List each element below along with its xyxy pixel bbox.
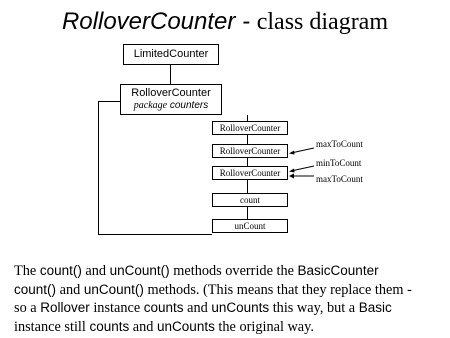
paragraph-segment: methods. (This means that they replace them - bbox=[143, 281, 412, 298]
bracket-bottom bbox=[98, 234, 212, 235]
bracket-vertical bbox=[98, 101, 99, 234]
title-suffix: class diagram bbox=[256, 9, 389, 35]
label-max-to-count-bottom: maxToCount bbox=[316, 174, 363, 184]
paragraph-segment: instance bbox=[89, 300, 144, 316]
paragraph-segment: counts bbox=[89, 318, 130, 334]
package-name: counters bbox=[169, 100, 209, 111]
field-box-3 bbox=[212, 166, 288, 180]
paragraph-segment: unCounts bbox=[211, 300, 270, 315]
rollover-counter-box bbox=[120, 84, 222, 115]
limited-counter-label: LimitedCounter bbox=[133, 48, 209, 60]
description-paragraph bbox=[14, 262, 444, 336]
paragraph-segment: and bbox=[81, 263, 110, 279]
paragraph-segment: and bbox=[129, 318, 158, 335]
rollover-counter-package bbox=[121, 100, 221, 112]
paragraph-segment: this way, but a bbox=[269, 300, 359, 316]
field-box-2 bbox=[212, 144, 288, 158]
title-class-name: RolloverCounter - bbox=[61, 8, 257, 35]
paragraph-line-2 bbox=[14, 281, 444, 300]
paragraph-segment: and bbox=[56, 281, 84, 298]
connector-limited-to-rollover bbox=[170, 65, 171, 84]
paragraph-segment: count() bbox=[14, 281, 57, 297]
method-count-label: count bbox=[240, 195, 260, 205]
paragraph-segment: Rollover bbox=[40, 300, 90, 315]
arrow-max-bottom bbox=[288, 172, 318, 180]
paragraph-segment: count() bbox=[39, 263, 82, 278]
paragraph-segment: the original way. bbox=[214, 318, 314, 335]
paragraph-segment: Basic bbox=[358, 300, 392, 315]
paragraph-segment: BasicCounter bbox=[297, 263, 379, 278]
paragraph-line-3 bbox=[14, 299, 444, 318]
paragraph-segment: counts bbox=[143, 300, 184, 315]
label-min-to-count: minToCount bbox=[316, 158, 362, 168]
field-box-3-label: RolloverCounter bbox=[219, 168, 281, 178]
paragraph-segment: unCounts bbox=[157, 318, 215, 334]
field-box-2-label: RolloverCounter bbox=[219, 146, 281, 156]
paragraph-segment: unCount() bbox=[83, 281, 144, 297]
paragraph-segment: instance still bbox=[14, 318, 90, 335]
diagram-title bbox=[0, 8, 450, 36]
limited-counter-box bbox=[123, 44, 219, 65]
paragraph-segment: methods override the bbox=[169, 263, 298, 279]
paragraph-segment: so a bbox=[14, 300, 41, 316]
paragraph-segment: The bbox=[14, 263, 40, 279]
method-uncount-label: unCount bbox=[234, 221, 266, 231]
paragraph-line-1 bbox=[14, 262, 444, 281]
paragraph-line-4 bbox=[14, 318, 444, 337]
bracket-top bbox=[98, 101, 120, 102]
field-box-1-label: RolloverCounter bbox=[219, 123, 281, 133]
arrow-max-top bbox=[288, 147, 318, 157]
paragraph-segment: and bbox=[183, 300, 212, 316]
rollover-counter-label: RolloverCounter bbox=[131, 87, 211, 99]
field-box-1 bbox=[212, 121, 288, 135]
label-max-to-count-top: maxToCount bbox=[316, 139, 363, 149]
paragraph-segment: unCount() bbox=[109, 263, 170, 278]
method-uncount-box bbox=[212, 219, 288, 233]
package-keyword: package bbox=[133, 100, 168, 111]
method-count-box bbox=[212, 193, 288, 207]
